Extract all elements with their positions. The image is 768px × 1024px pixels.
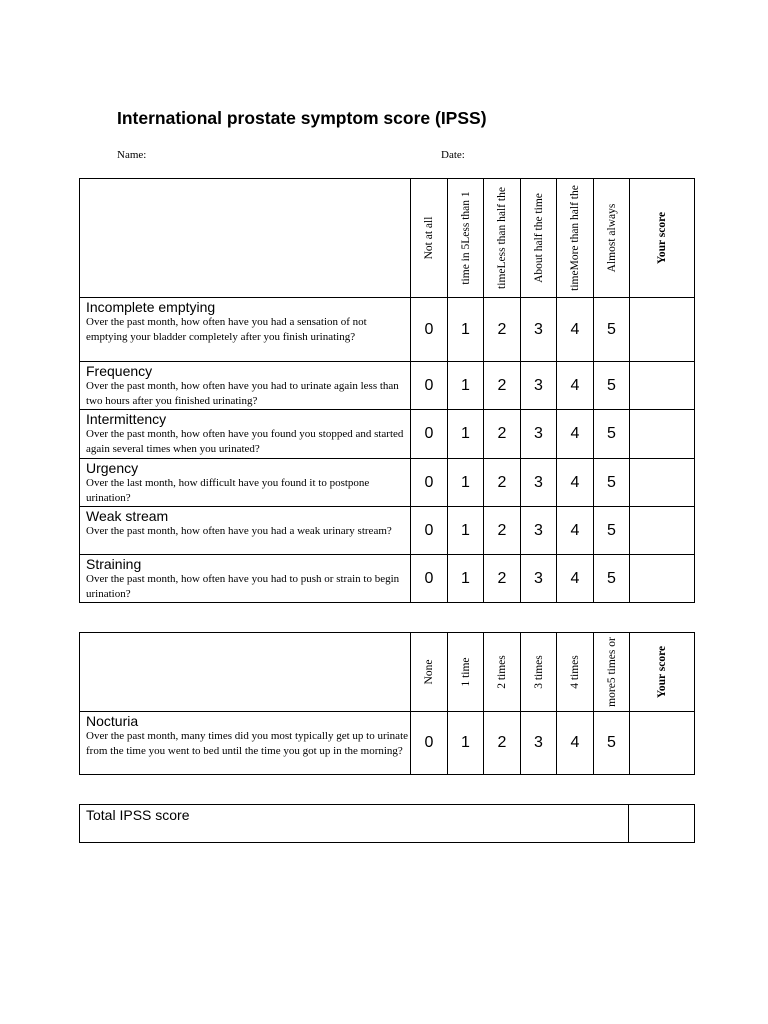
- score-option-cell[interactable]: 5: [594, 507, 630, 555]
- question-title: Incomplete emptying: [86, 299, 216, 315]
- score-option-cell[interactable]: 3: [521, 459, 557, 507]
- your-score-cell[interactable]: [630, 507, 695, 555]
- question-row: [80, 459, 695, 507]
- score-option-cell[interactable]: 3: [521, 712, 557, 775]
- score-option-cell[interactable]: 5: [594, 298, 630, 362]
- column-header-label: more5 times or: [605, 637, 618, 707]
- score-option-cell[interactable]: 5: [594, 555, 630, 603]
- column-header-label: 2 times: [496, 655, 508, 689]
- score-option-cell[interactable]: 0: [411, 712, 448, 775]
- score-option-cell[interactable]: 5: [594, 459, 630, 507]
- score-option-cell[interactable]: 3: [521, 362, 557, 410]
- column-header-label: timeLess than half the: [496, 187, 508, 289]
- column-header-label: time in 5Less than 1: [459, 191, 472, 285]
- column-header-cell: [484, 179, 521, 298]
- score-option-cell[interactable]: 0: [411, 459, 448, 507]
- column-header-label: 3 times: [532, 655, 545, 689]
- question-row: [80, 507, 695, 555]
- score-option-cell[interactable]: 4: [557, 555, 594, 603]
- column-header-cell: [411, 179, 448, 298]
- question-description: Over the last month, how difficult have you found it to postpone urination?: [86, 477, 370, 504]
- score-option-cell[interactable]: 2: [484, 410, 521, 459]
- date-label: Date:: [441, 149, 465, 161]
- column-header-label: 4 times: [569, 655, 581, 689]
- score-option-cell[interactable]: 0: [411, 298, 448, 362]
- score-option-cell[interactable]: 1: [448, 459, 484, 507]
- total-score-cell[interactable]: [629, 805, 695, 843]
- score-option-cell[interactable]: 2: [484, 507, 521, 555]
- column-header-cell: [557, 179, 594, 298]
- question-row: [80, 712, 695, 775]
- column-header-cell: [521, 633, 557, 712]
- question-row: [80, 555, 695, 603]
- column-header-cell: [594, 633, 630, 712]
- score-option-cell[interactable]: 0: [411, 410, 448, 459]
- your-score-cell[interactable]: [630, 298, 695, 362]
- score-option-cell[interactable]: 3: [521, 555, 557, 603]
- score-option-cell[interactable]: 2: [484, 298, 521, 362]
- question-description: Over the past month, how often have you found you stopped and started again several times when you urinated?: [86, 428, 404, 455]
- header-row: [80, 633, 695, 712]
- your-score-cell[interactable]: [630, 555, 695, 603]
- column-header-cell: [411, 633, 448, 712]
- score-option-cell[interactable]: 1: [448, 507, 484, 555]
- score-option-cell[interactable]: 1: [448, 362, 484, 410]
- score-option-cell[interactable]: 4: [557, 507, 594, 555]
- question-cell: [80, 507, 411, 555]
- question-description: Over the past month, many times did you most typically get up to urinate from the time you went to bed until the time you got up in the morning?: [86, 730, 409, 757]
- question-row: [80, 298, 695, 362]
- question-title: Straining: [86, 556, 142, 572]
- column-header-cell: [484, 633, 521, 712]
- column-header-label: Not at all: [423, 216, 435, 260]
- column-header-cell: [557, 633, 594, 712]
- column-header-label: timeMore than half the: [569, 185, 581, 291]
- column-header-label: 1 time: [459, 657, 472, 687]
- your-score-header-label: Your score: [656, 645, 668, 699]
- nocturia-table: [79, 632, 695, 775]
- score-option-cell[interactable]: 4: [557, 298, 594, 362]
- question-row: [80, 362, 695, 410]
- column-header-cell: [448, 179, 484, 298]
- score-option-cell[interactable]: 2: [484, 362, 521, 410]
- score-option-cell[interactable]: 1: [448, 555, 484, 603]
- question-description: Over the past month, how often have you had a sensation of not emptying your bladder completely after you finish urinating?: [86, 316, 367, 343]
- score-option-cell[interactable]: 3: [521, 507, 557, 555]
- total-label: Total IPSS score: [80, 805, 629, 843]
- your-score-header-cell: [630, 179, 695, 298]
- question-title: Frequency: [86, 363, 153, 379]
- total-table: [79, 804, 695, 843]
- score-option-cell[interactable]: 5: [594, 362, 630, 410]
- name-label: Name:: [117, 149, 147, 161]
- header-blank-cell: [80, 179, 411, 298]
- question-title: Weak stream: [86, 508, 169, 524]
- score-option-cell[interactable]: 0: [411, 507, 448, 555]
- question-cell: [80, 410, 411, 459]
- score-option-cell[interactable]: 1: [448, 410, 484, 459]
- question-cell: [80, 298, 411, 362]
- question-title: Nocturia: [86, 713, 139, 729]
- column-header-cell: [448, 633, 484, 712]
- score-option-cell[interactable]: 0: [411, 555, 448, 603]
- header-blank-cell: [80, 633, 411, 712]
- score-option-cell[interactable]: 4: [557, 459, 594, 507]
- your-score-cell[interactable]: [630, 459, 695, 507]
- question-row: [80, 410, 695, 459]
- question-description: Over the past month, how often have you had to urinate again less than two hours after you finished urinating?: [86, 380, 399, 407]
- score-option-cell[interactable]: 1: [448, 712, 484, 775]
- your-score-cell[interactable]: [630, 712, 695, 775]
- score-option-cell[interactable]: 5: [594, 712, 630, 775]
- question-description: Over the past month, how often have you had to push or strain to begin urination?: [86, 573, 400, 600]
- score-option-cell[interactable]: 5: [594, 410, 630, 459]
- question-description: Over the past month, how often have you had a weak urinary stream?: [86, 525, 392, 537]
- page-title: International prostate symptom score (IPSS): [117, 108, 487, 128]
- score-option-cell[interactable]: 4: [557, 362, 594, 410]
- question-title: Intermittency: [86, 411, 167, 427]
- score-option-cell[interactable]: 2: [484, 712, 521, 775]
- column-header-label: None: [423, 659, 435, 685]
- column-header-cell: [521, 179, 557, 298]
- header-row: [80, 179, 695, 298]
- your-score-cell[interactable]: [630, 410, 695, 459]
- score-option-cell[interactable]: 3: [521, 410, 557, 459]
- score-option-cell[interactable]: 2: [484, 459, 521, 507]
- score-option-cell[interactable]: 0: [411, 362, 448, 410]
- your-score-header-cell: [630, 633, 695, 712]
- column-header-label: Almost always: [605, 203, 618, 273]
- score-option-cell[interactable]: 1: [448, 298, 484, 362]
- score-option-cell[interactable]: 3: [521, 298, 557, 362]
- your-score-header-label: Your score: [656, 211, 668, 265]
- question-cell: [80, 362, 411, 410]
- symptom-table: [79, 178, 695, 603]
- question-cell: [80, 459, 411, 507]
- column-header-label: About half the time: [532, 193, 545, 283]
- score-option-cell[interactable]: 2: [484, 555, 521, 603]
- your-score-cell[interactable]: [630, 362, 695, 410]
- column-header-cell: [594, 179, 630, 298]
- question-cell: [80, 555, 411, 603]
- question-cell: [80, 712, 411, 775]
- score-option-cell[interactable]: 4: [557, 410, 594, 459]
- question-title: Urgency: [86, 460, 139, 476]
- score-option-cell[interactable]: 4: [557, 712, 594, 775]
